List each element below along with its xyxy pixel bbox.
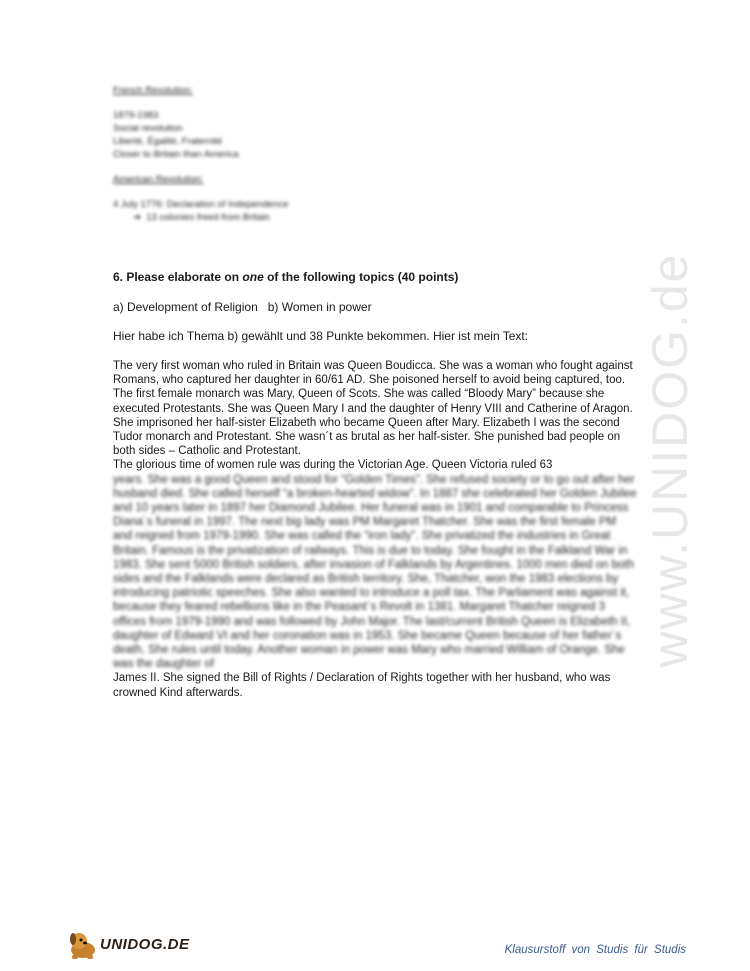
arrow-icon: ➔ <box>133 212 141 223</box>
essay-blurred-section: years. She was a good Queen and stood for “Golden Times”. She refused society or to go out after her husband died. She called herself “a broken-hearted widow”. In 1887 she celebrated her Golden Jubilee and 10 years later in 1897 her Diamond Jubilee. Her funeral was in 1901 and comparable to Princess Diana´s funeral in 1997. The next big lady was PM Margaret Thatcher. She was the first female PM and reigned from 1979-1990. She was called the “iron lady”. She privatized the industries in Great Britain. Famous is the privatization of railways. This is due to today. She fought in the Falkland War in 1983. She sent 5000 British soldiers, after invasion of Falklands by Argentines. 1000 men died on both sides and the Falklands were declared as British territory. She, Thatcher, won the 1983 elections by introducing patriotic speeches. She also wanted to introduce a poll tax. The Parliament was against it, because they feared rebellions like in the Peasant´s Revolt in 1381. Margaret Thatcher reigned 3 offices from 1979-1990 and was followed by John Major. The last/current British Queen is Elizabeth II, daughter of Edward VI and her coronation was in 1953. She became Queen because of her father´s death. She rules until today. Another woman in power was Mary who married William of Orange. She was the daughter of <box>113 473 637 671</box>
question-prefix: 6. Please elaborate on <box>113 270 243 284</box>
essay-paragraph: The first female monarch was Mary, Queen of Scots. She was called “Bloody Mary” because she executed Protestants. She was Queen Mary I and the daughter of Henry VIII and Catherine of Aragon. She imprisoned her half-sister Elizabeth who became Queen after Mary. Elizabeth I was the second Tudor monarch and Protestant. She wasn´t as brutal as her half-sister. She punished bad people on both sides – Catholic and Protestant. <box>113 388 633 458</box>
unidog-logo[interactable] <box>66 928 190 960</box>
watermark-text: www.UNIDOG.de <box>642 252 698 668</box>
american-revolution-heading: American Revolution: <box>113 174 204 185</box>
essay-body <box>113 359 638 700</box>
prelude-line: Closer to Britain than America <box>113 149 239 160</box>
intro-text: Hier habe ich Thema b) gewählt und 38 Punkte bekommen. Hier ist mein Text: <box>113 329 529 343</box>
essay-paragraph: The glorious time of women rule was during the Victorian Age. Queen Victoria ruled 63 <box>113 459 553 472</box>
prelude-line: Liberté, Égalité, Fraternité <box>113 136 223 147</box>
watermark <box>640 250 700 670</box>
french-revolution-heading: French Revolution: <box>113 85 193 96</box>
prelude-line: 1879-1983 <box>113 110 159 121</box>
essay-paragraph: The very first woman who ruled in Britain was Queen Boudicca. She was a woman who fought against Romans, who captured her daughter in 60/61 AD. She poisoned herself to avoid being captured, too. <box>113 360 633 387</box>
question-emphasis: one <box>242 270 264 284</box>
blurred-preview-section <box>113 84 393 224</box>
prelude-line: 4 July 1776: Declaration of Independence <box>113 199 289 210</box>
topic-options: a) Development of Religion b) Women in power <box>113 300 372 314</box>
arrow-line-text: 13 colonies freed from Britain <box>146 212 270 223</box>
logo-text: UNIDOG.DE <box>100 936 190 953</box>
dog-mascot-icon <box>66 928 100 960</box>
footer-tagline: Klausurstoff von Studis für Studis <box>504 944 686 956</box>
essay-paragraph: James II. She signed the Bill of Rights / Declaration of Rights together with her husband, who was crowned Kind afterwards. <box>113 672 611 699</box>
prelude-line: Social revolution <box>113 123 183 134</box>
arrow-line <box>113 211 393 224</box>
question-heading <box>113 270 653 285</box>
question-suffix: of the following topics (40 points) <box>263 270 459 284</box>
